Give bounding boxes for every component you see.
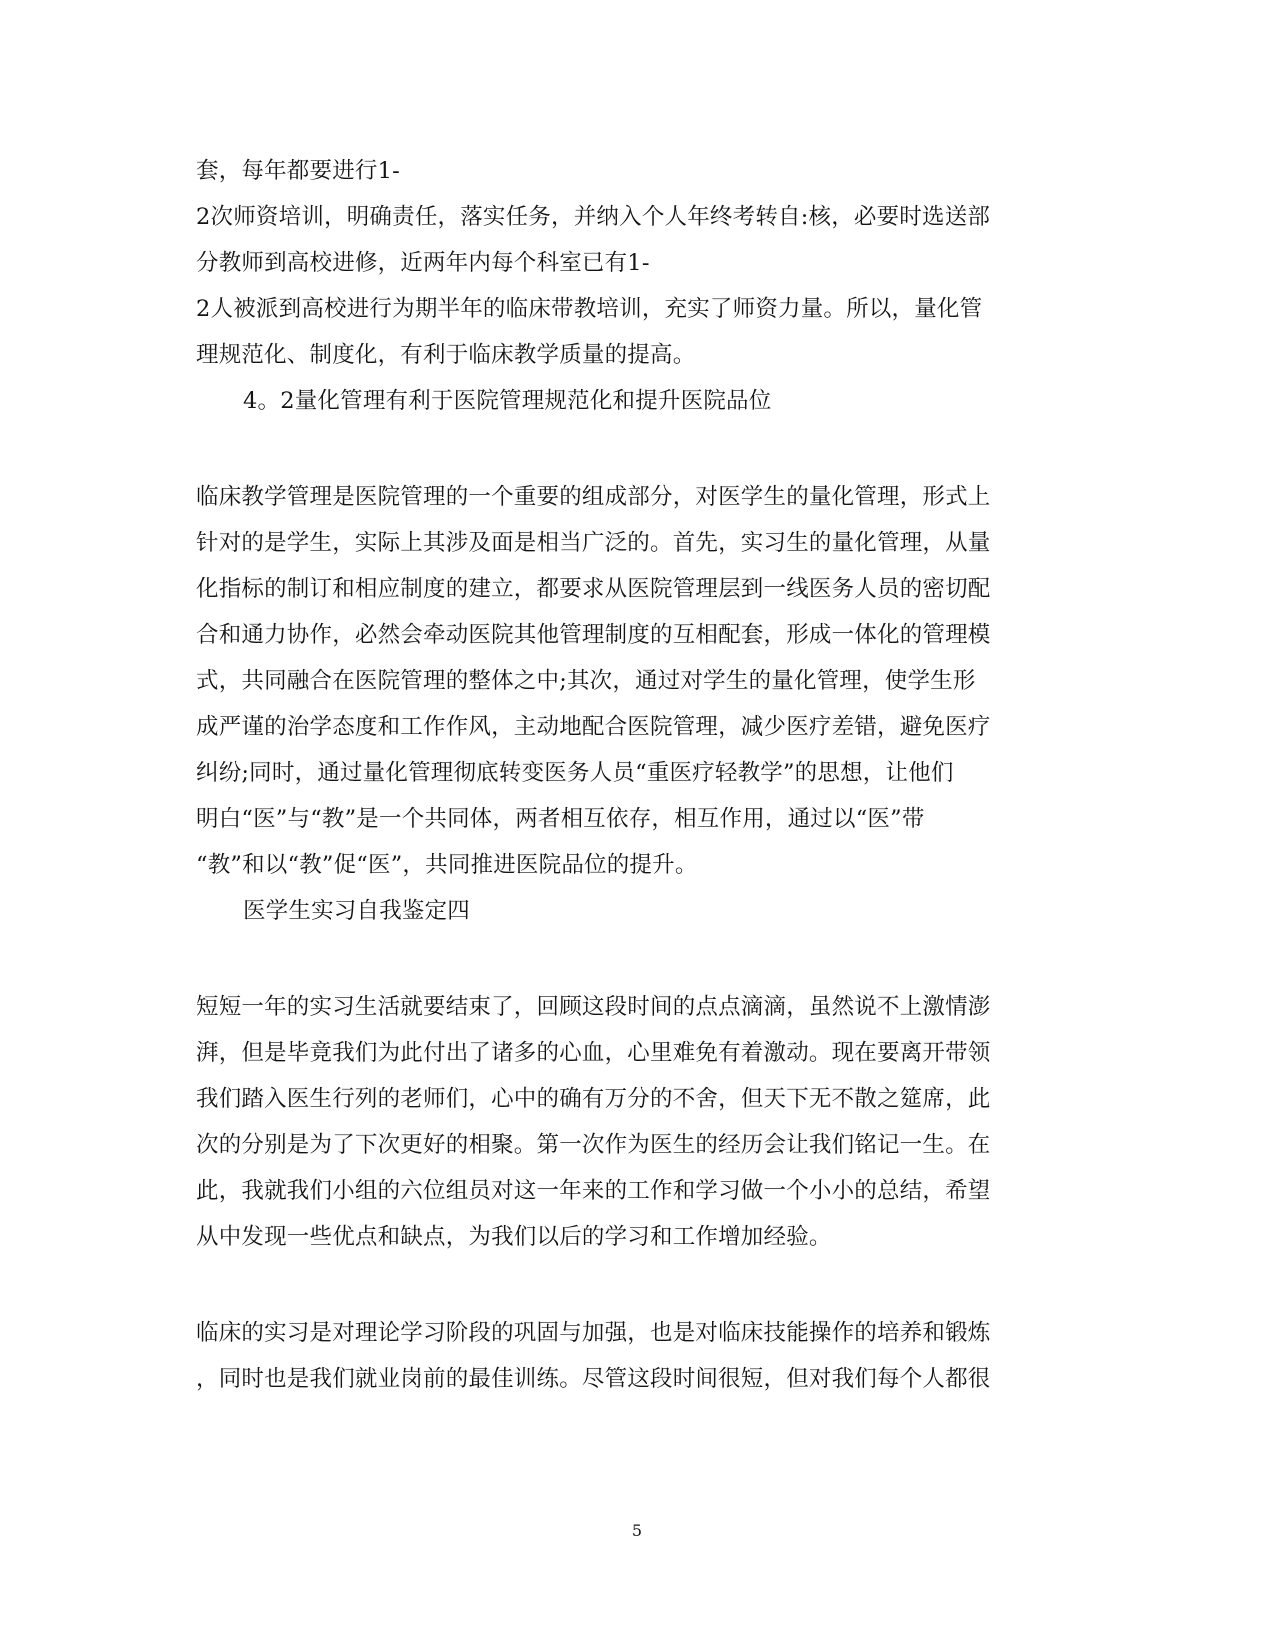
text-line: 式，共同融合在医院管理的整体之中;其次，通过对学生的量化管理，使学生形 <box>196 668 976 694</box>
text-line: “教”和以“教”促“医”，共同推进医院品位的提升。 <box>196 852 698 878</box>
text-line: 从中发现一些优点和缺点，为我们以后的学习和工作增加经验。 <box>196 1224 832 1250</box>
text-line: 纠纷;同时，通过量化管理彻底转变医务人员“重医疗轻教学”的思想，让他们 <box>196 760 954 786</box>
text-line: 临床教学管理是医院管理的一个重要的组成部分，对医学生的量化管理，形式上 <box>196 484 991 510</box>
text-line: 湃，但是毕竟我们为此付出了诸多的心血，心里难免有着激动。现在要离开带领 <box>196 1040 991 1066</box>
text-line: 理规范化、制度化，有利于临床教学质量的提高。 <box>196 342 696 368</box>
text-line: 套，每年都要进行1- <box>196 158 400 184</box>
section-heading: 4。2量化管理有利于医院管理规范化和提升医院品位 <box>243 388 772 414</box>
section-heading: 医学生实习自我鉴定四 <box>243 898 471 924</box>
text-line: 明白“医”与“教”是一个共同体，两者相互依存，相互作用，通过以“医”带 <box>196 806 925 832</box>
text-line: 针对的是学生，实际上其涉及面是相当广泛的。首先，实习生的量化管理，从量 <box>196 530 991 556</box>
text-line: ，同时也是我们就业岗前的最佳训练。尽管这段时间很短，但对我们每个人都很 <box>196 1366 991 1392</box>
text-line: 2次师资培训，明确责任，落实任务，并纳入个人年终考转自:核，必要时选送部 <box>196 204 991 230</box>
text-line: 此，我就我们小组的六位组员对这一年来的工作和学习做一个小小的总结，希望 <box>196 1178 991 1204</box>
text-line: 合和通力协作，必然会牵动医院其他管理制度的互相配套，形成一体化的管理模 <box>196 622 991 648</box>
text-line: 成严谨的治学态度和工作作风，主动地配合医院管理，减少医疗差错，避免医疗 <box>196 714 991 740</box>
text-line: 次的分别是为了下次更好的相聚。第一次作为医生的经历会让我们铭记一生。在 <box>196 1132 991 1158</box>
text-line: 化指标的制订和相应制度的建立，都要求从医院管理层到一线医务人员的密切配 <box>196 576 991 602</box>
text-line: 短短一年的实习生活就要结束了，回顾这段时间的点点滴滴，虽然说不上激情澎 <box>196 994 991 1020</box>
page-number: 5 <box>631 1521 643 1540</box>
text-line: 我们踏入医生行列的老师们，心中的确有万分的不舍，但天下无不散之筵席，此 <box>196 1086 991 1112</box>
text-line: 分教师到高校进修，近两年内每个科室已有1- <box>196 250 650 276</box>
text-line: 2人被派到高校进行为期半年的临床带教培训，充实了师资力量。所以，量化管 <box>196 296 983 322</box>
text-line: 临床的实习是对理论学习阶段的巩固与加强，也是对临床技能操作的培养和锻炼 <box>196 1320 991 1346</box>
